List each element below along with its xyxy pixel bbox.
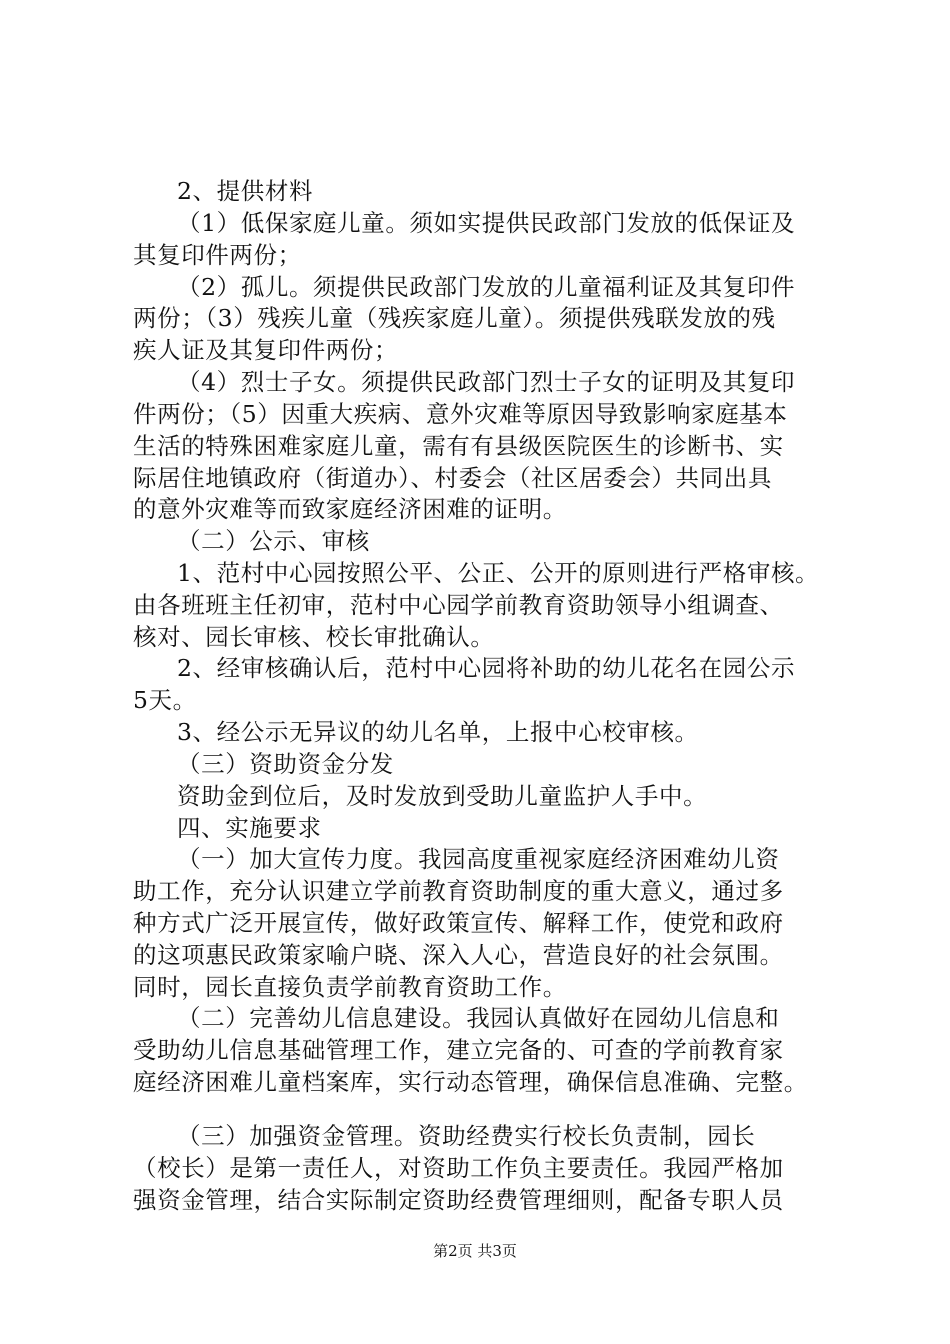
text-line: （1）低保家庭儿童。须如实提供民政部门发放的低保证及: [177, 209, 796, 237]
text-line: 资助金到位后，及时发放到受助儿童监护人手中。: [177, 782, 708, 810]
section-heading: 四、实施要求: [177, 814, 322, 842]
text-line: 其复印件两份；: [133, 241, 302, 269]
text-line: 2、提供材料: [177, 177, 314, 205]
text-line: 1、范村中心园按照公平、公正、公开的原则进行严格审核。: [177, 559, 820, 587]
text-line: 的这项惠民政策家喻户晓、深入人心，营造良好的社会氛围。: [133, 941, 784, 969]
text-line: 庭经济困难儿童档案库，实行动态管理，确保信息准确、完整。: [133, 1068, 808, 1096]
page-footer: 第2页 共3页: [433, 1242, 517, 1260]
text-line: 5天。: [133, 686, 197, 714]
text-line: 种方式广泛开展宣传，做好政策宣传、解释工作，使党和政府: [133, 909, 784, 937]
text-line: 核对、园长审核、校长审批确认。: [133, 623, 495, 651]
text-line: 两份；（3）残疾儿童（残疾家庭儿童）。须提供残联发放的残: [133, 304, 776, 332]
text-line: （一）加大宣传力度。我园高度重视家庭经济困难幼儿资: [177, 845, 780, 873]
text-line: 际居住地镇政府（街道办）、村委会（社区居委会）共同出具: [133, 464, 772, 492]
section-heading: （二）公示、审核: [177, 527, 370, 555]
text-line: （校长）是第一责任人，对资助工作负主要责任。我园严格加: [133, 1154, 784, 1182]
text-line: （4）烈士子女。须提供民政部门烈士子女的证明及其复印: [177, 368, 796, 396]
text-line: 3、经公示无异议的幼儿名单，上报中心校审核。: [177, 718, 699, 746]
text-line: 2、经审核确认后，范村中心园将补助的幼儿花名在园公示: [177, 654, 796, 682]
text-line: 强资金管理，结合实际制定资助经费管理细则，配备专职人员: [133, 1186, 784, 1214]
text-line: （2）孤儿。须提供民政部门发放的儿童福利证及其复印件: [177, 273, 796, 301]
text-line: （二）完善幼儿信息建设。我园认真做好在园幼儿信息和: [177, 1004, 780, 1032]
text-line: 由各班班主任初审，范村中心园学前教育资助领导小组调查、: [133, 591, 784, 619]
text-line: 生活的特殊困难家庭儿童，需有有县级医院医生的诊断书、实: [133, 432, 784, 460]
text-line: 同时，园长直接负责学前教育资助工作。: [133, 973, 567, 1001]
text-line: 助工作，充分认识建立学前教育资助制度的重大意义，通过多: [133, 877, 784, 905]
text-line: 的意外灾难等而致家庭经济困难的证明。: [133, 495, 567, 523]
text-line: 件两份；（5）因重大疾病、意外灾难等原因导致影响家庭基本: [133, 400, 788, 428]
text-line: （三）加强资金管理。资助经费实行校长负责制，园长: [177, 1122, 756, 1150]
text-line: 疾人证及其复印件两份；: [133, 336, 399, 364]
section-heading: （三）资助资金分发: [177, 750, 394, 778]
text-line: 受助幼儿信息基础管理工作，建立完备的、可查的学前教育家: [133, 1036, 784, 1064]
